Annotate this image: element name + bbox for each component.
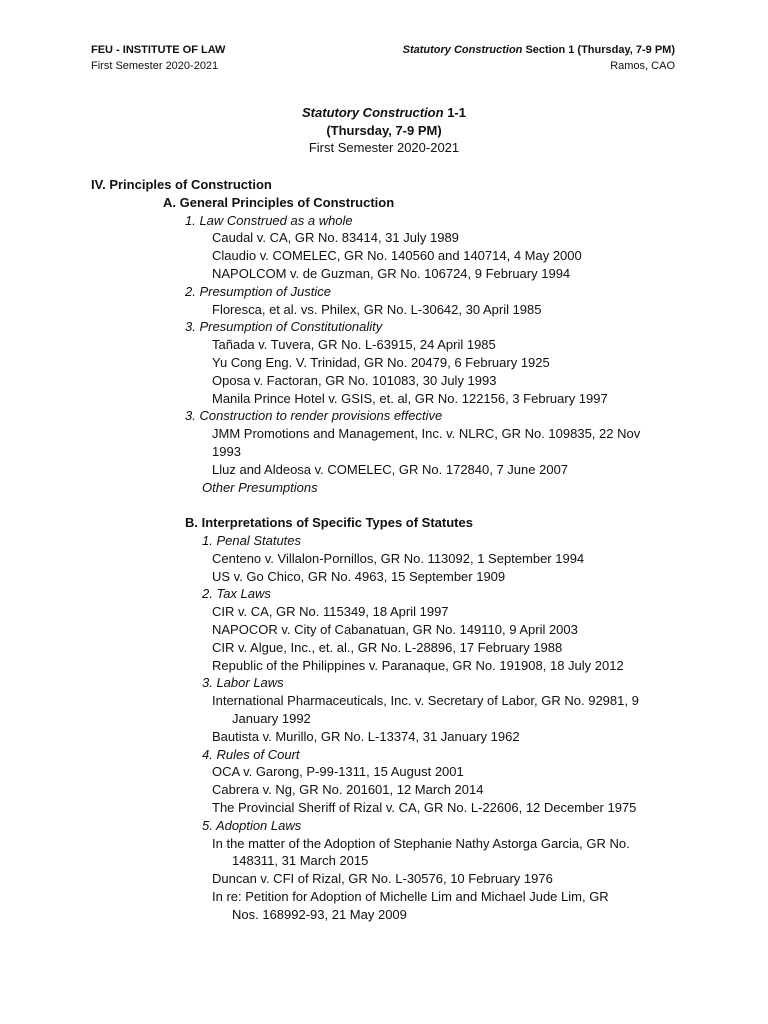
- case-citation: CIR v. CA, GR No. 115349, 18 April 1997: [212, 604, 449, 620]
- case-citation: Nos. 168992-93, 21 May 2009: [232, 906, 407, 922]
- case-citation: US v. Go Chico, GR No. 4963, 15 September 1909: [212, 568, 506, 584]
- topic-heading: 4. Rules of Court: [202, 746, 300, 762]
- course-schedule: (Thursday, 7-9 PM): [326, 122, 442, 138]
- case-citation: Claudio v. COMELEC, GR No. 140560 and 140714, 4 May 2000: [212, 248, 582, 264]
- case-citation: OCA v. Garong, P-99-1311, 15 August 2001: [212, 764, 464, 780]
- course-title: [0, 104, 768, 122]
- case-citation: Cabrera v. Ng, GR No. 201601, 12 March 2014: [212, 782, 484, 798]
- course-header: [403, 42, 675, 58]
- course-title-section: 1-1: [443, 105, 466, 120]
- topic-heading: 2. Tax Laws: [202, 586, 271, 602]
- case-citation: Floresca, et al. vs. Philex, GR No. L-30642, 30 April 1985: [212, 301, 542, 317]
- case-citation: Yu Cong Eng. V. Trinidad, GR No. 20479, 6 February 1925: [212, 355, 550, 370]
- course-header-title: Statutory Construction: [402, 44, 523, 56]
- topic-heading: 3. Construction to render provisions effective: [185, 408, 443, 424]
- semester-label: First Semester 2020-2021: [91, 60, 219, 72]
- course-header-section: Section 1 (Thursday, 7-9 PM): [522, 44, 675, 56]
- course-semester: First Semester 2020-2021: [308, 140, 460, 155]
- topic-heading: 1. Law Construed as a whole: [185, 212, 353, 228]
- case-citation: International Pharmaceuticals, Inc. v. Secretary of Labor, GR No. 92981, 9: [212, 693, 639, 709]
- case-citation: Lluz and Aldeosa v. COMELEC, GR No. 172840, 7 June 2007: [212, 461, 569, 477]
- case-citation: Manila Prince Hotel v. GSIS, et. al, GR No. 122156, 3 February 1997: [212, 390, 608, 406]
- topic-heading: 3. Presumption of Constitutionality: [185, 319, 383, 335]
- case-citation: 1993: [212, 444, 241, 459]
- topic-heading: 5. Adoption Laws: [202, 817, 302, 833]
- case-citation: Oposa v. Factoran, GR No. 101083, 30 July 1993: [212, 372, 497, 388]
- topic-heading: Other Presumptions: [202, 479, 318, 495]
- case-citation: JMM Promotions and Management, Inc. v. NLRC, GR No. 109835, 22 Nov: [212, 426, 641, 442]
- topic-heading: 3. Labor Laws: [202, 675, 284, 691]
- topic-heading: 1. Penal Statutes: [202, 533, 302, 548]
- case-citation: January 1992: [232, 711, 311, 726]
- case-citation: In re: Petition for Adoption of Michelle Lim and Michael Jude Lim, GR: [212, 889, 609, 904]
- case-citation: Bautista v. Murillo, GR No. L-13374, 31 January 1962: [212, 728, 520, 744]
- case-citation: Tañada v. Tuvera, GR No. L-63915, 24 April 1985: [212, 337, 496, 353]
- document-title: [0, 104, 768, 157]
- header-left: [91, 42, 225, 74]
- case-citation: The Provincial Sheriff of Rizal v. CA, GR No. L-22606, 12 December 1975: [212, 800, 637, 815]
- header-right: [403, 42, 675, 74]
- institution-name: FEU - INSTITUTE OF LAW: [91, 44, 226, 56]
- instructor-name: Ramos, CAO: [610, 60, 675, 72]
- section-heading: A. General Principles of Construction: [163, 194, 395, 210]
- case-citation: CIR v. Algue, Inc., et. al., GR No. L-28896, 17 February 1988: [212, 639, 563, 655]
- case-citation: NAPOLCOM v. de Guzman, GR No. 106724, 9 February 1994: [212, 266, 571, 281]
- case-citation: Centeno v. Villalon-Pornillos, GR No. 113092, 1 September 1994: [212, 550, 585, 566]
- section-heading: B. Interpretations of Specific Types of Statutes: [185, 515, 473, 531]
- section-heading: IV. Principles of Construction: [91, 177, 272, 192]
- case-citation: Republic of the Philippines v. Paranaque, GR No. 191908, 18 July 2012: [212, 657, 624, 673]
- case-citation: 148311, 31 March 2015: [232, 853, 369, 869]
- case-citation: In the matter of the Adoption of Stephanie Nathy Astorga Garcia, GR No.: [212, 835, 630, 851]
- case-citation: Duncan v. CFI of Rizal, GR No. L-30576, 10 February 1976: [212, 871, 553, 887]
- case-citation: NAPOCOR v. City of Cabanatuan, GR No. 149110, 9 April 2003: [212, 622, 578, 637]
- course-title-italic: Statutory Construction: [302, 105, 444, 120]
- case-citation: Caudal v. CA, GR No. 83414, 31 July 1989: [212, 230, 459, 246]
- topic-heading: 2. Presumption of Justice: [185, 283, 331, 299]
